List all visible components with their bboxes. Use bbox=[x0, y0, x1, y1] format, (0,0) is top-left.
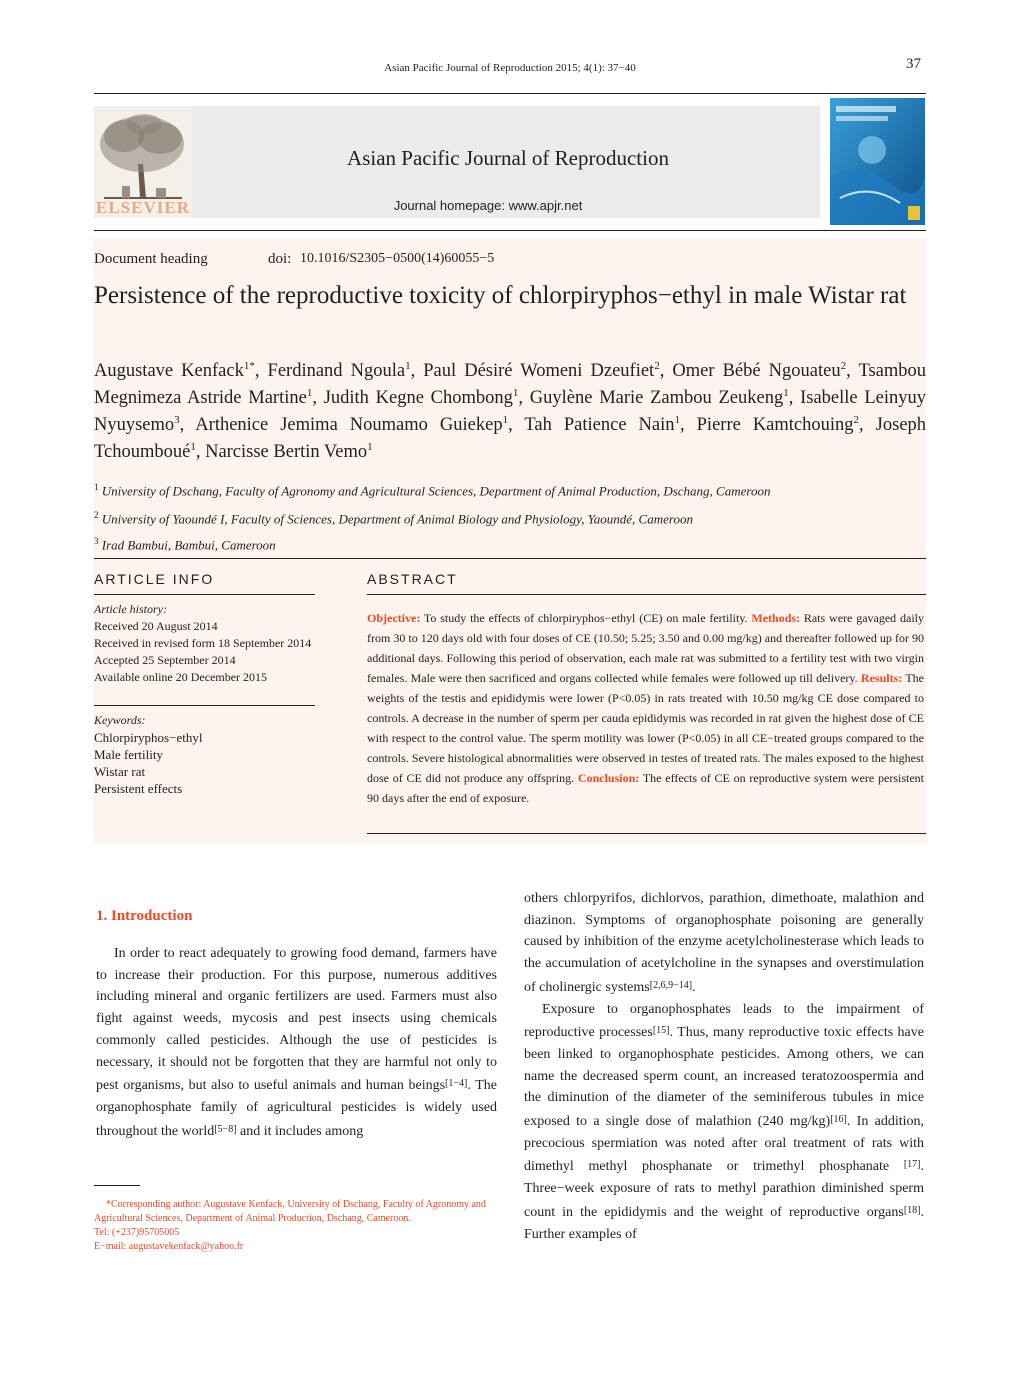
affiliation-rule bbox=[94, 558, 926, 559]
citation-link[interactable]: [2,6,9−14] bbox=[649, 979, 693, 991]
author-name: Pierre Kamtchouing bbox=[696, 415, 854, 436]
objective-label: Objective: bbox=[367, 611, 421, 625]
revised-date: Received in revised form 18 September 2014 bbox=[94, 636, 312, 650]
corresponding-tel: Tel: (+237)95705005 bbox=[94, 1227, 180, 1238]
intro-paragraph: others chlorpyrifos, dichlorvos, parathion, dimethoate, malathion and diazinon. Symptoms of organophosphate poisoning are generally caused by inhibition of the enzyme acetylcholinesterase which leads to the accumulation of acetylcholine in the synapses and overstimulation of cholinergic systems[2,6,9−14]. bbox=[524, 891, 924, 995]
citation-link[interactable]: [15] bbox=[652, 1025, 670, 1037]
author-affiliation-marker: 1 bbox=[502, 414, 509, 427]
abstract-bottom-rule bbox=[367, 833, 926, 834]
article-title: Persistence of the reproductive toxicity of chlorpiryphos−ethyl in male Wistar rat bbox=[94, 282, 907, 309]
received-date: Received 20 August 2014 bbox=[94, 619, 218, 633]
intro-right-column bbox=[524, 888, 924, 1245]
author-name: Tah Patience Nain bbox=[524, 415, 675, 436]
author-name: Guylène Marie Zambou Zeukeng bbox=[529, 388, 784, 409]
author-affiliation-marker: 3 bbox=[174, 414, 180, 427]
author-name: Judith Kegne Chombong bbox=[323, 388, 513, 409]
author-affiliation-marker: 1 bbox=[367, 441, 373, 454]
journal-name: Asian Pacific Journal of Reproduction bbox=[347, 146, 669, 170]
article-history bbox=[94, 601, 314, 686]
keywords-rule bbox=[94, 705, 315, 706]
abstract-heading: ABSTRACT bbox=[367, 571, 458, 587]
keyword: Chlorpiryphos−ethyl bbox=[94, 730, 203, 745]
author-affiliation-marker: 1 bbox=[405, 360, 411, 372]
methods-text: Rats were gavaged daily from 30 to 120 days old with four doses of CE (10.50; 5.25; 3.50 and 0.00 mg/kg) and thereafter followed up for 90 additional days. Following this period of observation, each male rat was submitted to a fertility test with two virgin females. Male were then sacrificed and organs collected while females were followed up till delivery. bbox=[367, 611, 924, 685]
affiliation-3: $^3$ Irad Bambui, Bambui, Cameroon bbox=[94, 536, 276, 553]
introduction-heading: 1. Introduction bbox=[96, 908, 193, 924]
citation-link[interactable]: [1−4] bbox=[445, 1078, 468, 1090]
author-name: Paul Désiré Womeni Dzeufiet bbox=[423, 361, 655, 382]
affiliation-1: $^1$ University of Dschang, Faculty of Agronomy and Agricultural Sciences, Department of Animal Production, Dschang, Cameroon bbox=[94, 482, 771, 499]
author-affiliation-marker: 1 bbox=[783, 387, 789, 400]
author-name: Joseph Tchoumboué bbox=[94, 415, 927, 463]
elsevier-logo bbox=[94, 106, 192, 218]
running-head: Asian Pacific Journal of Reproduction 2015; 4(1): 37−40 bbox=[384, 62, 636, 74]
doi-link[interactable]: 10.1016/S2305−0500(14)60055−5 bbox=[300, 251, 495, 266]
author-name: Augustave Kenfack bbox=[94, 361, 244, 382]
affiliation-2: $^2$ University of Yaoundé I, Faculty of Sciences, Department of Animal Biology and Physiology, Yaoundé, Cameroon bbox=[94, 510, 693, 527]
author-name: Isabelle Leinyuy Nyuysemo bbox=[94, 388, 927, 436]
intro-paragraph: In order to react adequately to growing food demand, farmers have to increase their production. For this purpose, numerous additives including mineral and organic fertilizers are used. Farmers must also fight against weeds, mycosis and pest insects using chemicals commonly called pesticides. Although the use of pesticides is necessary, it should not be forgotten that they are harmful not only to pest organisms, but also to useful animals and human beings[1−4]. The organophosphate family of agricultural pesticides is widely used throughout the world[5−8] and it includes among bbox=[96, 946, 498, 1139]
corresponding-email[interactable]: E−mail: augustavekenfack@yahoo.fr bbox=[94, 1241, 244, 1252]
intro-paragraph: Exposure to organophosphates leads to the impairment of reproductive processes[15]. Thus, many reproductive toxic effects have been linked to organophosphate pesticides. Among others, we can name the decreased sperm count, an increased teratozoospermia and the diminution of the diameter of the seminiferous tubules in mice exposed to a single dose of malathion (240 mg/kg)[16]. In addition, precocious spermiation was noted after oral treatment of rats with dimethyl methyl phosphanate or trimethyl phosphanate [17]. Three−week exposure of rats to methyl parathion diminished sperm count in the epididymis and the weight of reproductive organs[18]. Further examples of bbox=[524, 1001, 924, 1242]
author-affiliation-marker: 1 bbox=[190, 441, 196, 454]
abstract-body bbox=[367, 608, 924, 808]
accepted-date: Accepted 25 September 2014 bbox=[94, 653, 236, 667]
header-rule bbox=[94, 93, 926, 94]
author-name: Ferdinand Ngoula bbox=[267, 361, 406, 382]
page-number: 37 bbox=[906, 56, 921, 72]
publisher-name: ELSEVIER bbox=[96, 198, 190, 217]
online-date: Available online 20 December 2015 bbox=[94, 670, 268, 684]
author-affiliation-marker: 1 bbox=[306, 387, 313, 400]
keywords-block bbox=[94, 712, 314, 797]
document-heading: Document heading bbox=[94, 251, 208, 267]
author-name: Narcisse Bertin Vemo bbox=[205, 442, 368, 463]
citation-link[interactable]: [5−8] bbox=[214, 1123, 237, 1135]
author-name: Arthenice Jemima Noumamo Guiekep bbox=[195, 415, 503, 436]
author-affiliation-marker: 1* bbox=[243, 360, 255, 372]
conclusion-label: Conclusion: bbox=[577, 771, 640, 785]
citation-link[interactable]: [18] bbox=[903, 1204, 921, 1216]
citation-link[interactable]: [17] bbox=[903, 1159, 921, 1171]
author-affiliation-marker: 2 bbox=[840, 360, 847, 372]
objective-text: To study the effects of chlorpiryphos−ethyl (CE) on male fertility. bbox=[420, 611, 752, 625]
results-text: The weights of the testis and epididymis were lower (P<0.05) in rats treated with 10.50 mg/kg CE dose compared to controls. A decrease in the number of sperm per cauda epididymis was recorded in rat given the highest dose of CE with respect to the control value. The sperm motility was lower (P<0.05) in all CE−treated groups compared to the controls. Severe histological abnormalities were observed in testes of treated rats. The males exposed to the highest dose of CE did not produce any offspring. bbox=[367, 671, 924, 785]
author-list: Augustave Kenfack$^{1*}$, Ferdinand Ngoula$^1$, Paul Désiré Womeni Dzeufiet$^2$, Omer Bébé Ngouateu$^2$, Tsambou Megnimeza Astride Martine$^1$, Judith Kegne Chombong$^1$, Guylène Marie Zambou Zeukeng$^1$, Isabelle Leinyuy Nyuysemo$^3$, Arthenice Jemima Noumamo Guiekep$^1$, Tah Patience Nain$^1$, Pierre Kamtchouing$^2$, Joseph Tchoumboué$^1$, Narcisse Bertin Vemo$^1$ bbox=[94, 360, 927, 463]
article-info-rule bbox=[94, 594, 315, 595]
journal-homepage: Journal homepage: www.apjr.net bbox=[393, 198, 583, 213]
intro-left-column bbox=[96, 943, 497, 1142]
keywords-label: Keywords: bbox=[94, 713, 146, 727]
masthead-rule bbox=[94, 230, 926, 231]
keyword: Persistent effects bbox=[94, 781, 183, 796]
footnote-rule bbox=[94, 1185, 140, 1186]
methods-label: Methods: bbox=[751, 611, 801, 625]
citation-link[interactable]: [16] bbox=[830, 1114, 847, 1126]
keyword: Male fertility bbox=[94, 747, 163, 762]
article-info-heading: ARTICLE INFO bbox=[94, 571, 215, 587]
abstract-rule bbox=[367, 594, 926, 595]
keyword: Wistar rat bbox=[94, 764, 146, 779]
history-label: Article history: bbox=[94, 602, 167, 616]
conclusion-text: The effects of CE on reproductive system were persistent 90 days after the end of exposure. bbox=[367, 771, 924, 805]
corresponding-author-footnote bbox=[94, 1198, 497, 1254]
author-affiliation-marker: 1 bbox=[512, 387, 519, 400]
author-affiliation-marker: 1 bbox=[674, 414, 680, 427]
doi-label: doi: bbox=[268, 251, 292, 267]
author-name: Tsambou Megnimeza Astride Martine bbox=[94, 361, 926, 409]
journal-cover-image bbox=[830, 98, 925, 225]
author-name: Omer Bébé Ngouateu bbox=[672, 361, 841, 382]
corresponding-author: *Corresponding author: Augustave Kenfack, University of Dschang, Faculty of Agronomy and Agricultural Sciences, Department of Animal Production, Dschang, Cameroon. bbox=[94, 1199, 486, 1224]
author-affiliation-marker: 2 bbox=[654, 360, 660, 372]
results-label: Results: bbox=[860, 671, 903, 685]
author-affiliation-marker: 2 bbox=[853, 414, 860, 427]
